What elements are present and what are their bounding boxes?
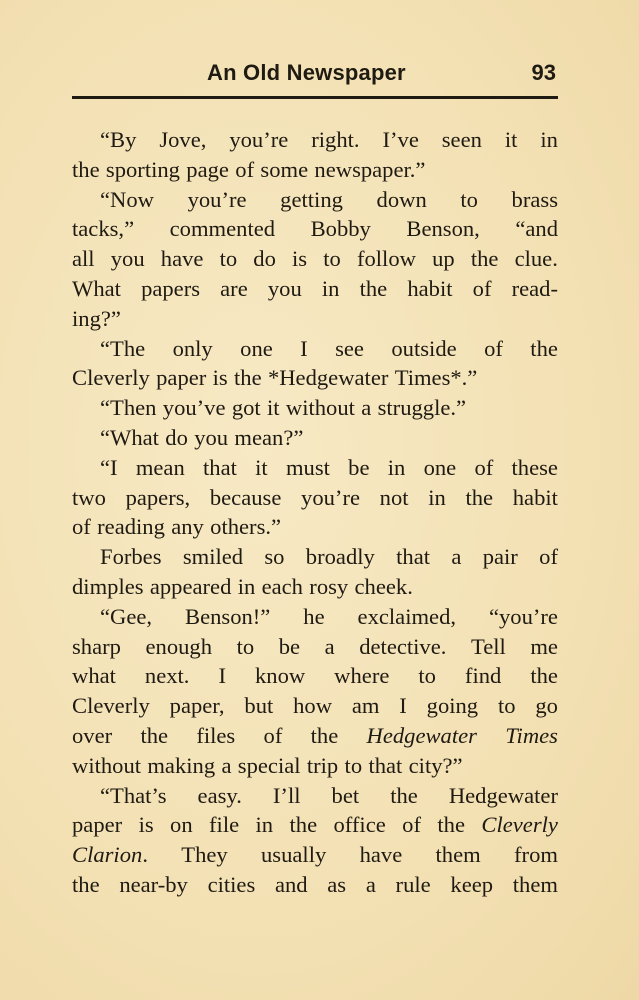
word: to bbox=[460, 186, 478, 212]
page-number: 93 bbox=[531, 60, 556, 85]
word: detective. bbox=[359, 633, 447, 659]
word: am bbox=[351, 693, 380, 719]
word: paper bbox=[72, 812, 123, 838]
word: it bbox=[255, 454, 268, 480]
word: have bbox=[160, 246, 204, 272]
word: Forbes bbox=[100, 544, 162, 570]
word: the bbox=[390, 782, 418, 808]
word: each bbox=[261, 573, 303, 599]
word: you bbox=[110, 246, 145, 272]
word: “I bbox=[100, 454, 118, 480]
word: what bbox=[72, 663, 116, 689]
word: the bbox=[530, 335, 558, 361]
word: of bbox=[72, 514, 91, 540]
word: “The bbox=[100, 335, 146, 361]
word: tacks,” bbox=[72, 216, 135, 242]
word: know bbox=[254, 663, 306, 689]
text-line bbox=[72, 363, 558, 393]
italic-text: Cleverly bbox=[481, 812, 558, 838]
word: on bbox=[170, 812, 193, 838]
italic-text: Clarion bbox=[72, 842, 143, 868]
word: to bbox=[219, 246, 238, 272]
text-line bbox=[72, 810, 558, 840]
word: in bbox=[255, 812, 274, 838]
word: all bbox=[72, 246, 95, 272]
word: do bbox=[253, 246, 276, 272]
word: over bbox=[72, 722, 113, 748]
word: the bbox=[470, 246, 499, 272]
word: near-by bbox=[119, 871, 188, 897]
word: sporting bbox=[105, 156, 180, 182]
word: habit bbox=[512, 484, 558, 510]
word: outside bbox=[391, 335, 457, 361]
word: the bbox=[234, 365, 262, 391]
word: got bbox=[231, 395, 261, 421]
running-title: An Old Newspaper bbox=[207, 60, 406, 85]
word: I bbox=[218, 663, 226, 689]
word: find bbox=[464, 663, 502, 689]
word: the bbox=[289, 812, 318, 838]
word: that bbox=[203, 454, 237, 480]
text-line bbox=[72, 602, 558, 632]
word: to bbox=[497, 693, 516, 719]
word: right. bbox=[311, 127, 360, 152]
word: mean bbox=[135, 454, 185, 480]
word: of bbox=[474, 454, 494, 480]
word: “Then bbox=[100, 395, 157, 421]
word: going bbox=[426, 693, 479, 719]
text-line bbox=[72, 304, 558, 334]
text-line bbox=[72, 661, 558, 691]
word: Cleverly bbox=[72, 365, 150, 391]
word: paper bbox=[156, 365, 207, 391]
word: in bbox=[387, 454, 406, 480]
word: trip bbox=[306, 752, 339, 778]
word: any bbox=[171, 514, 204, 540]
word: rosy bbox=[309, 573, 349, 599]
word: the bbox=[530, 663, 558, 689]
text-line bbox=[72, 870, 558, 900]
word: enough bbox=[145, 633, 213, 659]
text-line bbox=[72, 483, 558, 513]
word: of bbox=[472, 275, 492, 301]
word: the bbox=[465, 484, 494, 510]
word: a bbox=[221, 752, 232, 778]
text-line bbox=[72, 632, 558, 662]
word: but bbox=[244, 693, 274, 719]
word: rule bbox=[395, 871, 431, 897]
word: how bbox=[293, 693, 333, 719]
word: one bbox=[423, 454, 457, 480]
word: have bbox=[359, 842, 403, 868]
word: you’re bbox=[301, 484, 360, 510]
text-line bbox=[72, 155, 558, 185]
word: Benson, bbox=[406, 216, 480, 242]
word: go bbox=[535, 693, 558, 719]
word: I’ll bbox=[272, 782, 301, 808]
word: is bbox=[212, 365, 228, 391]
word: he bbox=[303, 603, 325, 629]
text-line bbox=[72, 691, 558, 721]
word: smiled bbox=[182, 544, 244, 570]
word: getting bbox=[280, 186, 343, 212]
word: me bbox=[530, 633, 558, 659]
word: it bbox=[267, 395, 280, 421]
word: Bobby bbox=[310, 216, 371, 242]
word: the bbox=[140, 722, 169, 748]
word: without bbox=[285, 395, 355, 421]
word: to bbox=[323, 246, 341, 272]
word: dimples bbox=[72, 573, 144, 599]
word: I bbox=[399, 693, 407, 719]
word: “you’re bbox=[488, 603, 558, 629]
word: you bbox=[267, 275, 302, 301]
word: page bbox=[186, 156, 229, 182]
word: without bbox=[72, 752, 142, 778]
word: Cleverly bbox=[72, 693, 150, 719]
word: sharp bbox=[72, 633, 121, 659]
text-line bbox=[72, 244, 558, 274]
word: the bbox=[359, 275, 388, 301]
word: Clarion. bbox=[72, 842, 148, 868]
word: mean?” bbox=[234, 424, 304, 450]
word: Times*.” bbox=[394, 365, 478, 391]
word: a bbox=[324, 633, 335, 659]
word: “Gee, bbox=[100, 603, 153, 629]
word: you bbox=[194, 424, 229, 450]
word: you’ve bbox=[162, 395, 226, 421]
word: a bbox=[365, 871, 376, 897]
word: office bbox=[333, 812, 386, 838]
word: pair bbox=[482, 544, 518, 570]
word: others.” bbox=[210, 514, 282, 540]
word: in bbox=[237, 573, 256, 599]
word: broadly bbox=[305, 544, 375, 570]
word: to bbox=[418, 663, 436, 689]
word: follow bbox=[356, 246, 416, 272]
word: up bbox=[432, 246, 455, 272]
word: “That’s bbox=[100, 782, 167, 808]
text-line bbox=[72, 512, 558, 542]
word: the bbox=[72, 871, 100, 897]
word: from bbox=[514, 842, 558, 868]
word: only bbox=[172, 335, 213, 361]
word: one bbox=[240, 335, 273, 361]
word: two bbox=[72, 484, 106, 510]
text-line bbox=[72, 393, 558, 423]
word: bet bbox=[331, 782, 360, 808]
word: you’re bbox=[187, 186, 247, 212]
word: of bbox=[402, 812, 421, 838]
word: are bbox=[220, 275, 248, 301]
word: in bbox=[321, 275, 340, 301]
word: that bbox=[368, 752, 403, 778]
word: be bbox=[348, 454, 370, 480]
word: so bbox=[264, 544, 285, 570]
text-line bbox=[72, 185, 558, 215]
word: them bbox=[512, 871, 558, 897]
text-line bbox=[72, 214, 558, 244]
word: Tell bbox=[470, 633, 506, 659]
word: because bbox=[209, 484, 282, 510]
word: you’re bbox=[229, 127, 289, 152]
word: “By bbox=[100, 127, 137, 152]
word: be bbox=[278, 633, 301, 659]
word: papers bbox=[141, 275, 201, 301]
word: next. bbox=[144, 663, 190, 689]
text-line bbox=[72, 423, 558, 453]
word: paper, bbox=[169, 693, 225, 719]
word: easy. bbox=[197, 782, 242, 808]
word: making bbox=[147, 752, 216, 778]
word: seen bbox=[441, 127, 482, 152]
word: Benson!” bbox=[185, 603, 271, 629]
word: a bbox=[451, 544, 462, 570]
word bbox=[505, 721, 558, 751]
header-rule bbox=[72, 96, 558, 99]
word: “What bbox=[100, 424, 159, 450]
word bbox=[481, 810, 558, 840]
word: newspaper.” bbox=[314, 156, 426, 182]
word: to bbox=[344, 752, 363, 778]
text-line bbox=[72, 781, 558, 811]
word: a bbox=[361, 395, 372, 421]
word: “and bbox=[515, 216, 558, 242]
text-line bbox=[72, 274, 558, 304]
body-text bbox=[72, 125, 558, 900]
word: “Now bbox=[100, 186, 154, 212]
word bbox=[367, 721, 477, 751]
word: where bbox=[334, 663, 390, 689]
word: habit bbox=[407, 275, 453, 301]
word: read- bbox=[511, 275, 558, 301]
word: of bbox=[484, 335, 503, 361]
word: usually bbox=[261, 842, 327, 868]
word: it bbox=[504, 127, 518, 152]
word: brass bbox=[511, 186, 558, 212]
word: the bbox=[437, 812, 465, 838]
italic-text: Times bbox=[505, 722, 558, 748]
word: down bbox=[376, 186, 427, 212]
word: appeared bbox=[149, 573, 232, 599]
word: files bbox=[196, 722, 236, 748]
word: papers, bbox=[125, 484, 191, 510]
word: clue. bbox=[514, 246, 558, 272]
word: special bbox=[237, 752, 301, 778]
word: is bbox=[138, 812, 154, 838]
word: city?” bbox=[408, 752, 463, 778]
word: commented bbox=[169, 216, 276, 242]
word: of bbox=[539, 544, 558, 570]
word: What bbox=[72, 275, 121, 301]
running-head bbox=[72, 58, 558, 94]
word: file bbox=[209, 812, 240, 838]
text-line bbox=[72, 721, 558, 751]
word: in bbox=[428, 484, 446, 510]
word: as bbox=[327, 871, 347, 897]
word: not bbox=[379, 484, 409, 510]
word: *Hedgewater bbox=[267, 365, 389, 391]
word: I bbox=[300, 335, 308, 361]
word: keep bbox=[450, 871, 494, 897]
word: ing?” bbox=[72, 305, 121, 331]
word: I’ve bbox=[382, 127, 419, 152]
word: the bbox=[310, 722, 339, 748]
italic-text: Hedgewater bbox=[366, 722, 477, 748]
word: do bbox=[165, 424, 188, 450]
word: exclaimed, bbox=[357, 603, 457, 629]
word: Hedgewater bbox=[448, 782, 558, 808]
word: the bbox=[72, 156, 100, 182]
word: these bbox=[511, 454, 558, 480]
word: of bbox=[235, 156, 255, 182]
word: to bbox=[236, 633, 255, 659]
text-line bbox=[72, 572, 558, 602]
text-line bbox=[72, 125, 558, 155]
word: of bbox=[263, 722, 283, 748]
word: cheek. bbox=[354, 573, 413, 599]
word: Jove, bbox=[159, 127, 207, 152]
text-line bbox=[72, 751, 558, 781]
word: and bbox=[274, 871, 308, 897]
word: in bbox=[540, 127, 558, 152]
text-line bbox=[72, 840, 558, 870]
word: must bbox=[285, 454, 330, 480]
word: that bbox=[396, 544, 431, 570]
word: see bbox=[335, 335, 364, 361]
word: cities bbox=[207, 871, 256, 897]
word: reading bbox=[97, 514, 165, 540]
text-line bbox=[72, 453, 558, 483]
word: is bbox=[292, 246, 308, 272]
word: some bbox=[260, 156, 309, 182]
text-line bbox=[72, 334, 558, 364]
word: They bbox=[181, 842, 228, 868]
word: struggle.” bbox=[377, 395, 467, 421]
text-line bbox=[72, 542, 558, 572]
word: them bbox=[435, 842, 481, 868]
